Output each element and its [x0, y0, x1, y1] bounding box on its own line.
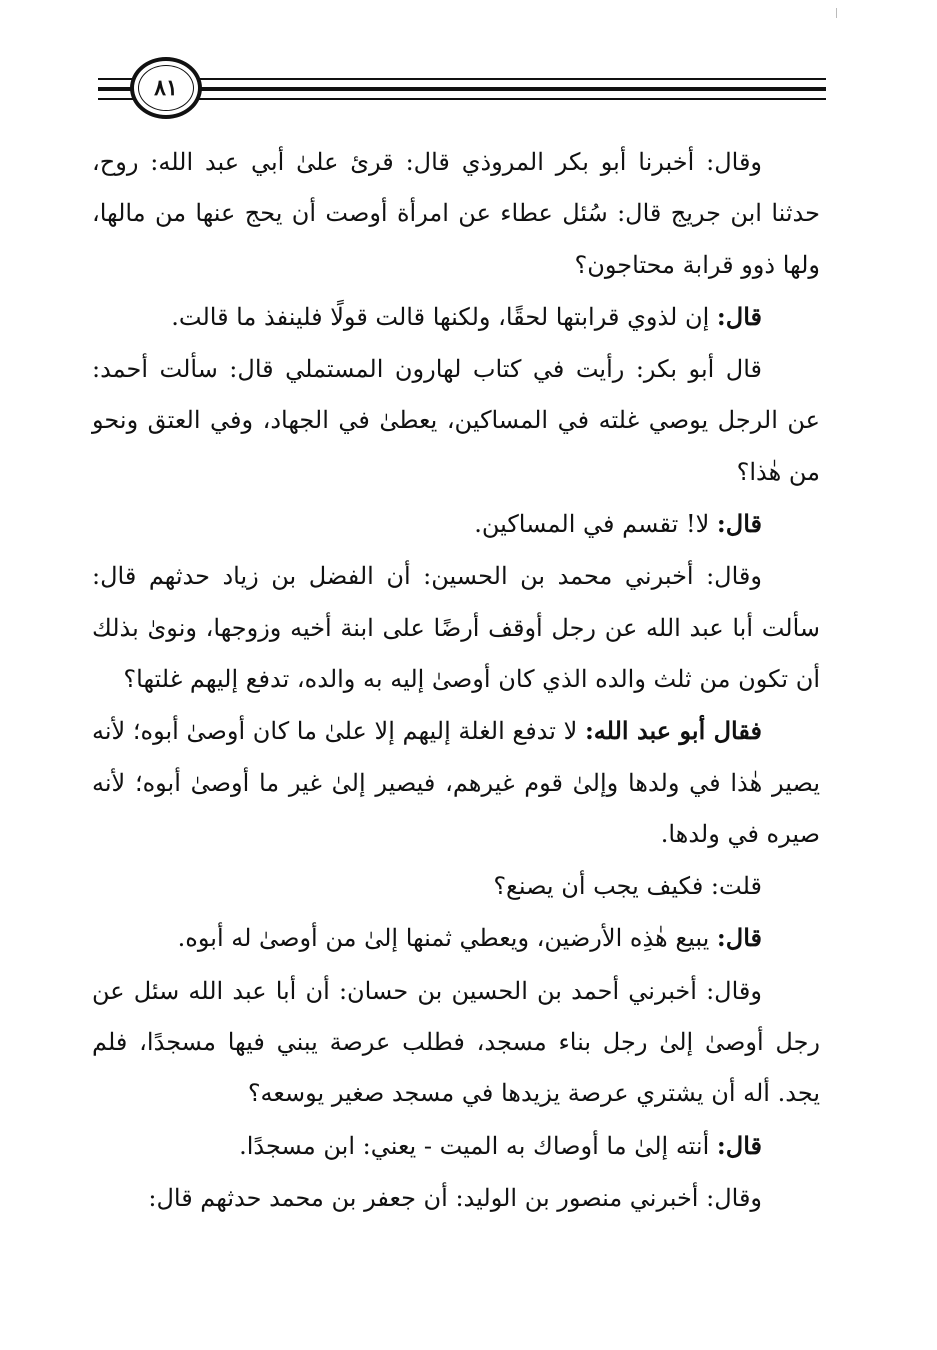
- speaker-label: قال:: [716, 923, 762, 953]
- paragraph: [92, 136, 820, 291]
- speaker-label: قال:: [716, 1130, 762, 1160]
- paragraph: [92, 1120, 820, 1172]
- paragraph-text: وقال: أخبرني منصور بن الوليد: أن جعفر بن محمد حدثهم قال:: [148, 1183, 762, 1212]
- header-rule: [98, 98, 826, 100]
- page-number: ٨١: [154, 75, 178, 101]
- paragraph-text: قال أبو بكر: رأيت في كتاب لهارون المستملي قال: سألت أحمد: عن الرجل يوصي غلته في المساكين، يعطىٰ في الجهاد، وفي العتق ونحو من هٰذا؟: [92, 355, 820, 486]
- paragraph-text: أنته إلىٰ ما أوصاك به الميت - يعني: ابن مسجدًا.: [239, 1131, 717, 1160]
- paragraph-text: لا تدفع الغلة إليهم إلا علىٰ ما كان أوصىٰ أبوه؛ لأنه يصير هٰذا في ولدها وإلىٰ قوم غيرهم، فيصير إلىٰ غير ما أوصىٰ أبوه؛ لأنه صيره في ولدها.: [92, 717, 820, 848]
- paragraph-text: وقال: أخبرني أحمد بن الحسين بن حسان: أن أبا عبد الله سئل عن رجل أوصىٰ إلىٰ رجل بناء مسجد، فطلب عرصة يبني فيها مسجدًا، فلم يجد. أله أن يشتري عرصة يزيدها في مسجد صغير يوسعه؟: [92, 976, 820, 1108]
- speaker-label: قال:: [716, 509, 762, 539]
- paragraph-text: وقال: أخبرني محمد بن الحسين: أن الفضل بن زياد حدثهم قال: سألت أبا عبد الله عن رجل أوقف أرضًا على ابنة أخيه وزوجها، ونوىٰ بذلك أن تكون من ثلث والده الذي كان أوصىٰ إليه به والده، تدفع إليهم غلتها؟: [92, 562, 820, 693]
- page-number-badge: [130, 57, 202, 119]
- speaker-label: فقال أبو عبد الله:: [584, 716, 762, 746]
- paragraph: [92, 550, 820, 705]
- header-rule-thick: [98, 87, 826, 91]
- paragraph-text: لا! تقسم في المساكين.: [474, 510, 717, 539]
- speaker-label: قال:: [716, 301, 762, 331]
- page-header-ornament: [98, 50, 826, 130]
- paragraph: [92, 1172, 820, 1224]
- paragraph: [92, 965, 820, 1120]
- paragraph-text: يبيع هٰذِه الأرضين، ويعطي ثمنها إلىٰ من أوصىٰ له أبوه.: [177, 924, 717, 953]
- paragraph: [92, 912, 820, 964]
- paragraph-text: وقال: أخبرنا أبو بكر المروذي قال: قرئ علىٰ أبي عبد الله: روح، حدثنا ابن جريج قال: سُئل عطاء عن امرأة أوصت أن يحج عنها من مالها، ولها ذوو قرابة محتاجون؟: [92, 148, 820, 279]
- paragraph: [92, 291, 820, 343]
- scan-mark: [836, 8, 837, 18]
- page-body-text: [92, 136, 820, 1224]
- paragraph: [92, 860, 820, 912]
- paragraph-text: قلت: فكيف يجب أن يصنع؟: [493, 872, 762, 901]
- header-rule: [98, 78, 826, 80]
- paragraph: [92, 705, 820, 860]
- paragraph: [92, 498, 820, 550]
- paragraph: [92, 343, 820, 498]
- paragraph-text: إن لذوي قرابتها لحقًا، ولكنها قالت قولًا فلينفذ ما قالت.: [171, 302, 717, 331]
